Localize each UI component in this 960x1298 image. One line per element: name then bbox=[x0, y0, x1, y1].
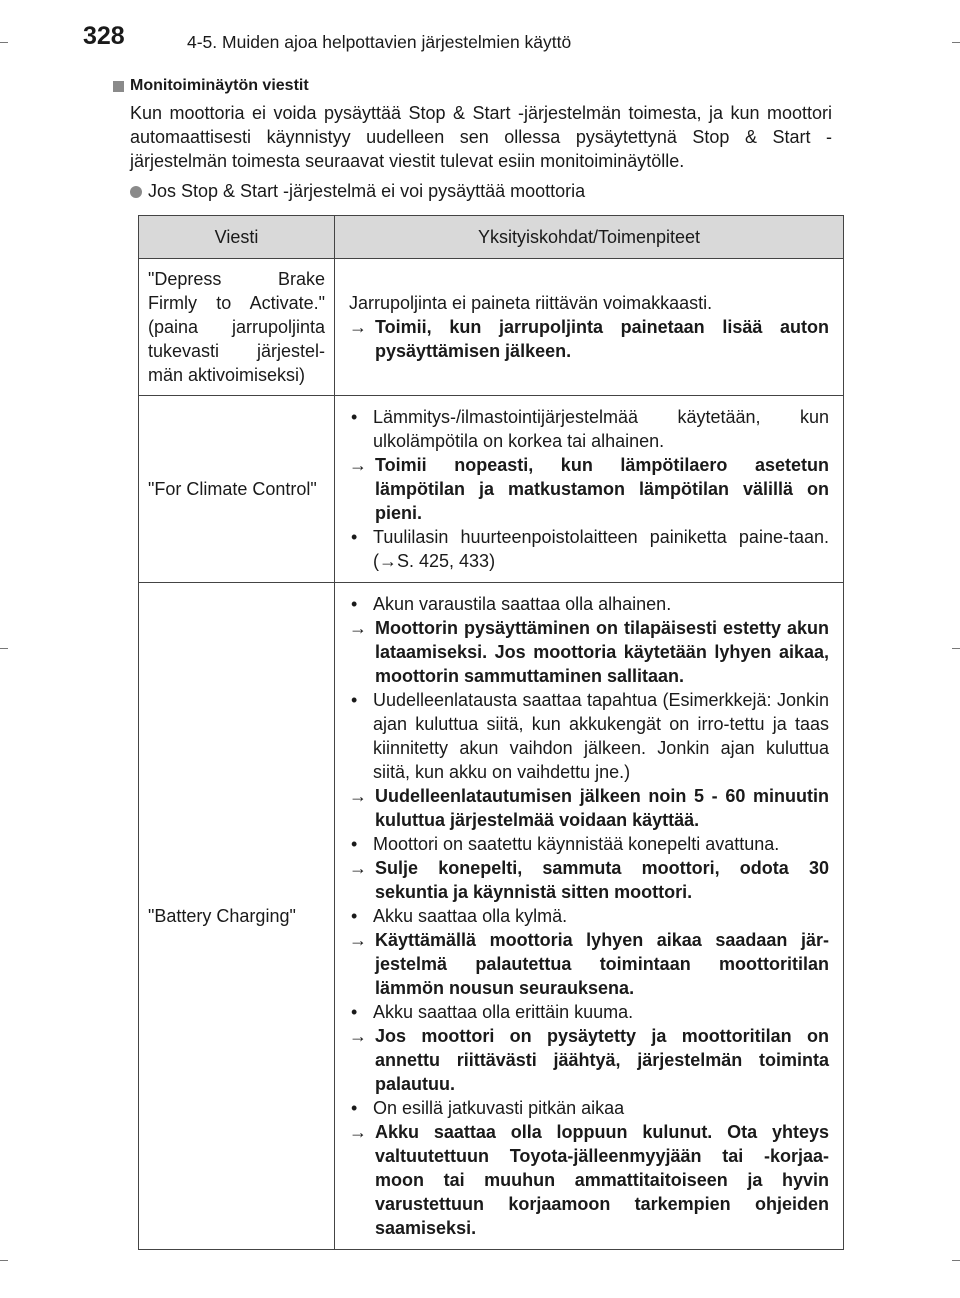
arrow-item bbox=[349, 453, 829, 525]
bullet-icon: • bbox=[351, 906, 358, 926]
bullet-icon: • bbox=[351, 834, 358, 854]
section-heading-text: Monitoiminäytön viestit bbox=[130, 77, 309, 94]
details-cell bbox=[335, 259, 844, 396]
sub-heading-text: Jos Stop & Start -järjestelmä ei voi pysäyttää moottoria bbox=[148, 181, 586, 201]
messages-table bbox=[138, 215, 844, 1250]
bullet-item-text: Tuulilasin huurteenpoistolaitteen painiketta paine-taan. (→S. 425, 433) bbox=[373, 527, 829, 571]
bullet-item bbox=[349, 1096, 829, 1120]
bullet-item bbox=[349, 904, 829, 928]
message-cell: "For Climate Control" bbox=[139, 396, 335, 583]
bullet-item-text: Uudelleenlatausta saattaa tapahtua (Esimerkkejä: Jonkin ajan kuluttua siitä, kun akkukengät on irro-tettu ja taas kiinnitetty akun vaihdon jälkeen. Jonkin ajan kuluttua siitä, kun akku on vaihdettu jne.) bbox=[373, 690, 829, 782]
crop-mark bbox=[952, 648, 960, 649]
bullet-item-text: Akku saattaa olla erittäin kuuma. bbox=[373, 1002, 634, 1022]
message-cell: "Battery Charging" bbox=[139, 583, 335, 1250]
crop-mark bbox=[952, 42, 960, 43]
arrow-item-text: Toimii, kun jarrupoljinta painetaan lisää auton pysäyttämisen jälkeen. bbox=[375, 317, 829, 361]
bullet-item-text: Moottori on saatettu käynnistää konepelti avattuna. bbox=[373, 834, 780, 854]
bullet-item-text: Akun varaustila saattaa olla alhainen. bbox=[373, 594, 672, 614]
bullet-item bbox=[349, 1000, 829, 1024]
arrow-icon: → bbox=[349, 930, 367, 950]
arrow-item-text: Jos moottori on pysäytetty ja moottoritilan on annettu riittävästi jäähtyä, järjestelmän toiminta palautuu. bbox=[375, 1026, 829, 1094]
bullet-icon: • bbox=[351, 594, 358, 614]
bullet-icon: • bbox=[351, 407, 358, 427]
bullet-item bbox=[349, 405, 829, 453]
bullet-item bbox=[349, 525, 829, 573]
arrow-item-text: Sulje konepelti, sammuta moottori, odota 30 sekuntia ja käynnistä sitten moottori. bbox=[375, 858, 829, 902]
bullet-icon: • bbox=[351, 1002, 358, 1022]
bullet-item-text: On esillä jatkuvasti pitkän aikaa bbox=[373, 1098, 625, 1118]
arrow-item bbox=[349, 856, 829, 904]
arrow-icon: → bbox=[349, 317, 367, 337]
arrow-icon: → bbox=[349, 1122, 367, 1142]
bullet-item-text: Lämmitys-/ilmastointijärjestelmää käytetään, kun ulkolämpötila on korkea tai alhainen. bbox=[373, 407, 829, 451]
arrow-icon: → bbox=[349, 1026, 367, 1046]
crop-mark bbox=[952, 1260, 960, 1261]
arrow-item-text: Akku saattaa olla loppuun kulunut. Ota yhteys valtuutettuun Toyota-jälleenmyyjään tai -korjaa-moon tai muuhun ammattitaitoiseen ja hyvin varustettuun korjaamoon tarkempien ohjeiden saamiseksi. bbox=[375, 1122, 829, 1238]
detail-line: Jarrupoljinta ei paineta riittävän voimakkaasti. bbox=[349, 293, 713, 313]
arrow-item bbox=[349, 616, 829, 688]
table-row bbox=[139, 583, 844, 1250]
arrow-item bbox=[349, 1024, 829, 1096]
intro-paragraph: Kun moottoria ei voida pysäyttää Stop & Start -järjestelmän toimesta, ja kun moottori automaattisesti käynnistyy uudelleen sen ollessa pysäytettynä Stop & Start -järjestelmän toimesta seuraavat viestit tulevat esiin monitoiminäytölle. bbox=[130, 103, 832, 171]
header-message: Viesti bbox=[139, 216, 335, 259]
crop-mark bbox=[0, 42, 8, 43]
arrow-icon: → bbox=[349, 455, 367, 475]
page-number: 328 bbox=[83, 22, 125, 50]
bullet-icon: • bbox=[351, 1098, 358, 1118]
section bbox=[113, 77, 832, 202]
arrow-item bbox=[349, 928, 829, 1000]
arrow-item bbox=[349, 784, 829, 832]
bullet-item bbox=[349, 832, 829, 856]
arrow-icon: → bbox=[349, 786, 367, 806]
square-bullet-icon bbox=[113, 81, 124, 92]
section-heading bbox=[113, 77, 832, 95]
chapter-title: 4-5. Muiden ajoa helpottavien järjestelmien käyttö bbox=[187, 32, 572, 52]
table-header-row bbox=[139, 216, 844, 259]
arrow-item-text: Toimii nopeasti, kun lämpötilaero asetetun lämpötilan ja matkustamon lämpötilan välillä on pieni. bbox=[375, 455, 829, 523]
arrow-item-text: Moottorin pysäyttäminen on tilapäisesti estetty akun lataamiseksi. Jos moottoria käytetään lyhyen aikaa, moottorin sammuttaminen sallitaan. bbox=[375, 618, 829, 686]
page-header bbox=[83, 22, 883, 58]
details-cell bbox=[335, 583, 844, 1250]
crop-mark bbox=[0, 1260, 8, 1261]
bullet-icon: • bbox=[351, 690, 358, 710]
arrow-icon: → bbox=[349, 618, 367, 638]
arrow-item-text: Uudelleenlatautumisen jälkeen noin 5 - 60 minuutin kuluttua järjestelmää voidaan käyttää. bbox=[375, 786, 829, 830]
arrow-item bbox=[349, 315, 829, 363]
bullet-item bbox=[349, 592, 829, 616]
circle-bullet-icon bbox=[130, 186, 142, 198]
table-row bbox=[139, 259, 844, 396]
arrow-icon: → bbox=[349, 858, 367, 878]
table-row bbox=[139, 396, 844, 583]
arrow-item-text: Käyttämällä moottoria lyhyen aikaa saadaan jär-jestelmä palautettua toimintaan moottoritilan lämmön nousun seurauksena. bbox=[375, 930, 829, 998]
header-details: Yksityiskohdat/Toimenpiteet bbox=[335, 216, 844, 259]
arrow-item bbox=[349, 1120, 829, 1240]
message-cell: "Depress Brake Firmly to Activate." (paina jarrupoljinta tukevasti järjestel-män aktivoimiseksi) bbox=[139, 259, 335, 396]
crop-mark bbox=[0, 648, 8, 649]
bullet-item-text: Akku saattaa olla kylmä. bbox=[373, 906, 568, 926]
bullet-icon: • bbox=[351, 527, 358, 547]
details-cell bbox=[335, 396, 844, 583]
bullet-item bbox=[349, 688, 829, 784]
sub-heading bbox=[130, 181, 832, 202]
